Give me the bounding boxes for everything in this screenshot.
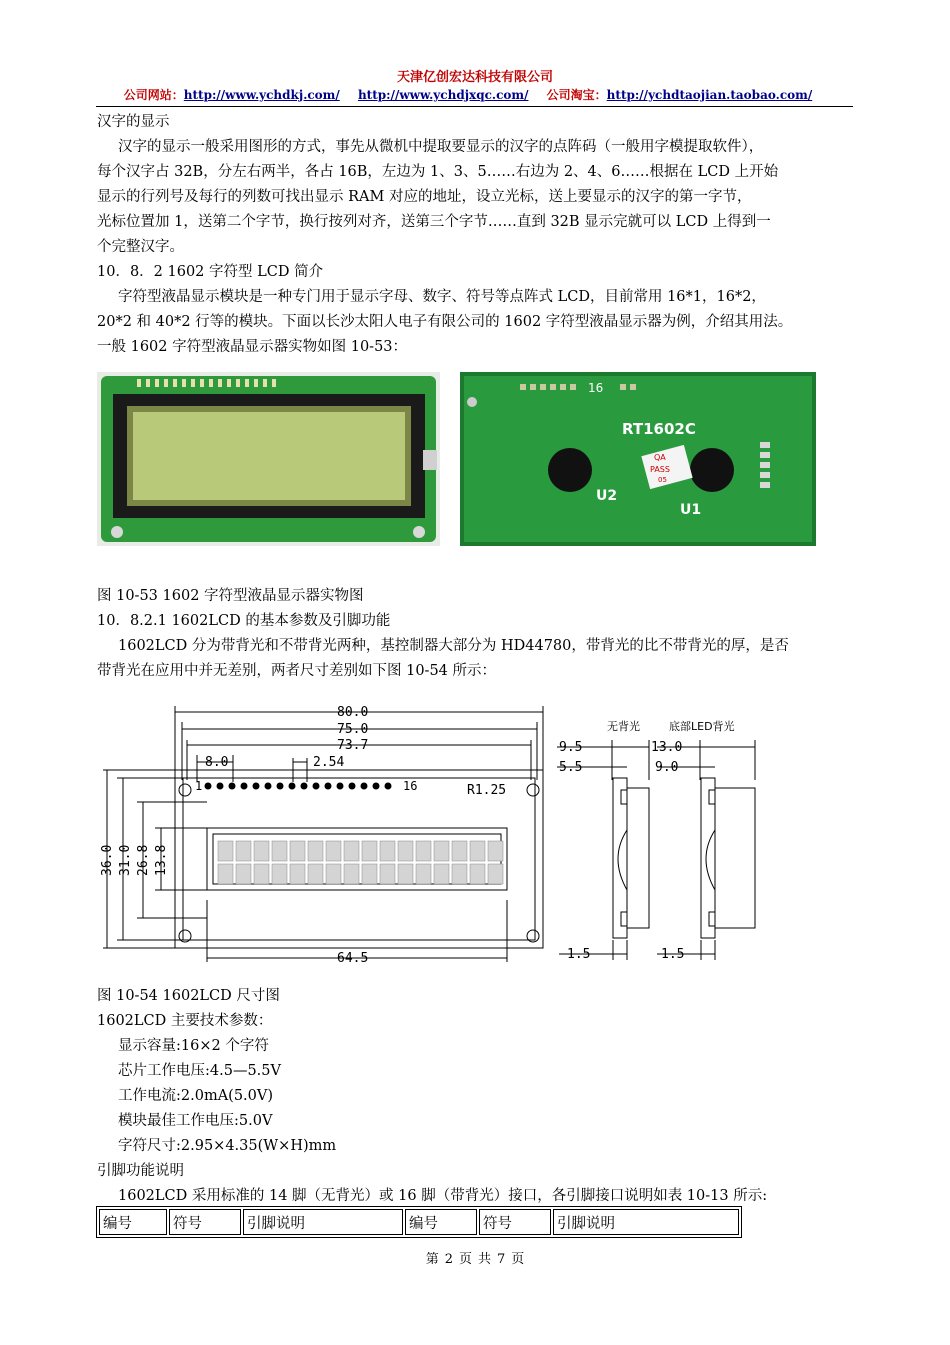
page-footer <box>0 1248 950 1267</box>
u1-label: U1 <box>680 502 702 518</box>
table-header-cell: 符号 <box>169 1209 241 1235</box>
dim-75: 75.0 <box>337 722 369 737</box>
taobao-label: 公司淘宝： <box>546 88 607 102</box>
pin-16-label: 16 <box>403 779 418 793</box>
para-line: 个完整汉字。 <box>97 239 184 255</box>
pin-1-label: 1 <box>195 779 203 793</box>
para-line: 1602LCD 分为带背光和不带背光两种，基控制器大部分为 HD44780，带背光的比不带背光的厚，是否 <box>118 638 789 654</box>
para-line: 一般 1602 字符型液晶显示器实物如图 10-53： <box>97 339 408 355</box>
para-line: 1602LCD 采用标准的 14 脚（无背光）或 16 脚（带背光）接口，各引脚接口说明如表 10-13 所示: <box>118 1188 768 1204</box>
dim-r1-25: R1.25 <box>467 783 507 798</box>
dim-2-54: 2.54 <box>313 755 345 770</box>
taobao-link[interactable]: http://ychdtaojian.taobao.com/ <box>606 88 813 102</box>
param-item: 工作电流:2.0mA(5.0V) <box>118 1088 274 1104</box>
company-title: 天津亿创宏达科技有限公司 <box>396 70 553 85</box>
lcd-front-photo <box>97 372 440 546</box>
back-pin-count: 16 <box>588 381 604 395</box>
table-header-cell: 符号 <box>479 1209 551 1235</box>
dim-73-7: 73.7 <box>337 738 369 753</box>
no-backlight-label: 无背光 <box>607 720 640 733</box>
u2-label: U2 <box>596 488 618 504</box>
table-header-cell: 编号 <box>405 1209 477 1235</box>
params-heading: 1602LCD 主要技术参数： <box>97 1013 273 1029</box>
dim-8: 8.0 <box>205 755 229 770</box>
dim-9-5: 9.5 <box>559 740 583 755</box>
pin-heading: 引脚功能说明 <box>97 1163 184 1179</box>
pass-label: PASS <box>650 465 670 474</box>
pcb-label: RT1602C <box>622 420 696 438</box>
dim-64-5: 64.5 <box>337 951 369 966</box>
param-item: 显示容量:16×2 个字符 <box>118 1038 269 1054</box>
para-line: 显示的行列号及每行的列数可找出显示 RAM 对应的地址，设立光标，送上要显示的汉字的第一字节， <box>97 189 752 205</box>
dim-36: 36.0 <box>100 844 115 876</box>
dim-13-8: 13.8 <box>154 844 169 876</box>
dim-80: 80.0 <box>337 705 369 720</box>
param-item: 模块最佳工作电压:5.0V <box>118 1113 273 1129</box>
table-header-cell: 编号 <box>99 1209 167 1235</box>
para-line: 每个汉字占 32B，分左右两半，各占 16B，左边为 1、3、5……右边为 2、4、6……根据在 LCD 上开始 <box>97 164 779 180</box>
qa-label: QA <box>654 453 666 462</box>
led-backlight-label: 底部LED背光 <box>669 720 735 733</box>
param-item: 芯片工作电压:4.5—5.5V <box>118 1063 281 1079</box>
section-heading: 10．8.2.1 1602LCD 的基本参数及引脚功能 <box>97 613 391 629</box>
footer-word: 页 <box>458 1252 472 1267</box>
table-header-cell: 引脚说明 <box>553 1209 739 1235</box>
footer-word: 第 <box>425 1252 439 1267</box>
header-links <box>0 86 950 103</box>
table-row <box>99 1209 739 1235</box>
header-rule <box>96 106 853 107</box>
page-total: 7 <box>497 1252 506 1267</box>
section-heading: 10．8．2 1602 字符型 LCD 简介 <box>97 264 324 280</box>
figure-caption-2: 图 10-54 1602LCD 尺寸图 <box>97 988 280 1004</box>
lcd-back-photo <box>460 372 816 546</box>
figure-caption-1: 图 10-53 1602 字符型液晶显示器实物图 <box>97 588 364 604</box>
para-line: 带背光在应用中并无差别，两者尺寸差别如下图 10-54 所示： <box>97 663 497 679</box>
param-item: 字符尺寸:2.95×4.35(W×H)mm <box>118 1138 337 1154</box>
pin-table <box>96 1206 742 1238</box>
footer-word: 共 <box>478 1252 492 1267</box>
heading-hanzi: 汉字的显示 <box>97 114 170 130</box>
dim-1-5-a: 1.5 <box>567 947 591 962</box>
dim-5-5: 5.5 <box>559 760 583 775</box>
qa-number: 05 <box>658 476 667 484</box>
para-line: 光标位置加 1，送第二个字节，换行按列对齐，送第三个字节……直到 32B 显示完就可以 LCD 上得到一 <box>97 214 771 230</box>
page-number: 2 <box>444 1252 453 1267</box>
dim-1-5-b: 1.5 <box>661 947 685 962</box>
lcd-dimension-drawing <box>97 700 777 968</box>
table-header-cell: 引脚说明 <box>243 1209 403 1235</box>
para-line: 字符型液晶显示模块是一种专门用于显示字母、数字、符号等点阵式 LCD，目前常用 16*1，16*2， <box>118 289 766 305</box>
para-line: 汉字的显示一般采用图形的方式，事先从微机中提取要显示的汉字的点阵码（一般用字模提取软件）， <box>118 139 764 155</box>
dim-26-8: 26.8 <box>136 844 151 876</box>
site-link-1[interactable]: http://www.ychdkj.com/ <box>183 88 340 102</box>
dim-13: 13.0 <box>651 740 683 755</box>
para-line: 20*2 和 40*2 行等的模块。下面以长沙太阳人电子有限公司的 1602 字符型液晶显示器为例，介绍其用法。 <box>97 314 793 330</box>
dim-31: 31.0 <box>118 844 133 876</box>
site-link-2[interactable]: http://www.ychdjxqc.com/ <box>357 88 529 102</box>
dim-9: 9.0 <box>655 760 679 775</box>
site-label: 公司网站： <box>123 88 184 102</box>
footer-word: 页 <box>511 1252 525 1267</box>
